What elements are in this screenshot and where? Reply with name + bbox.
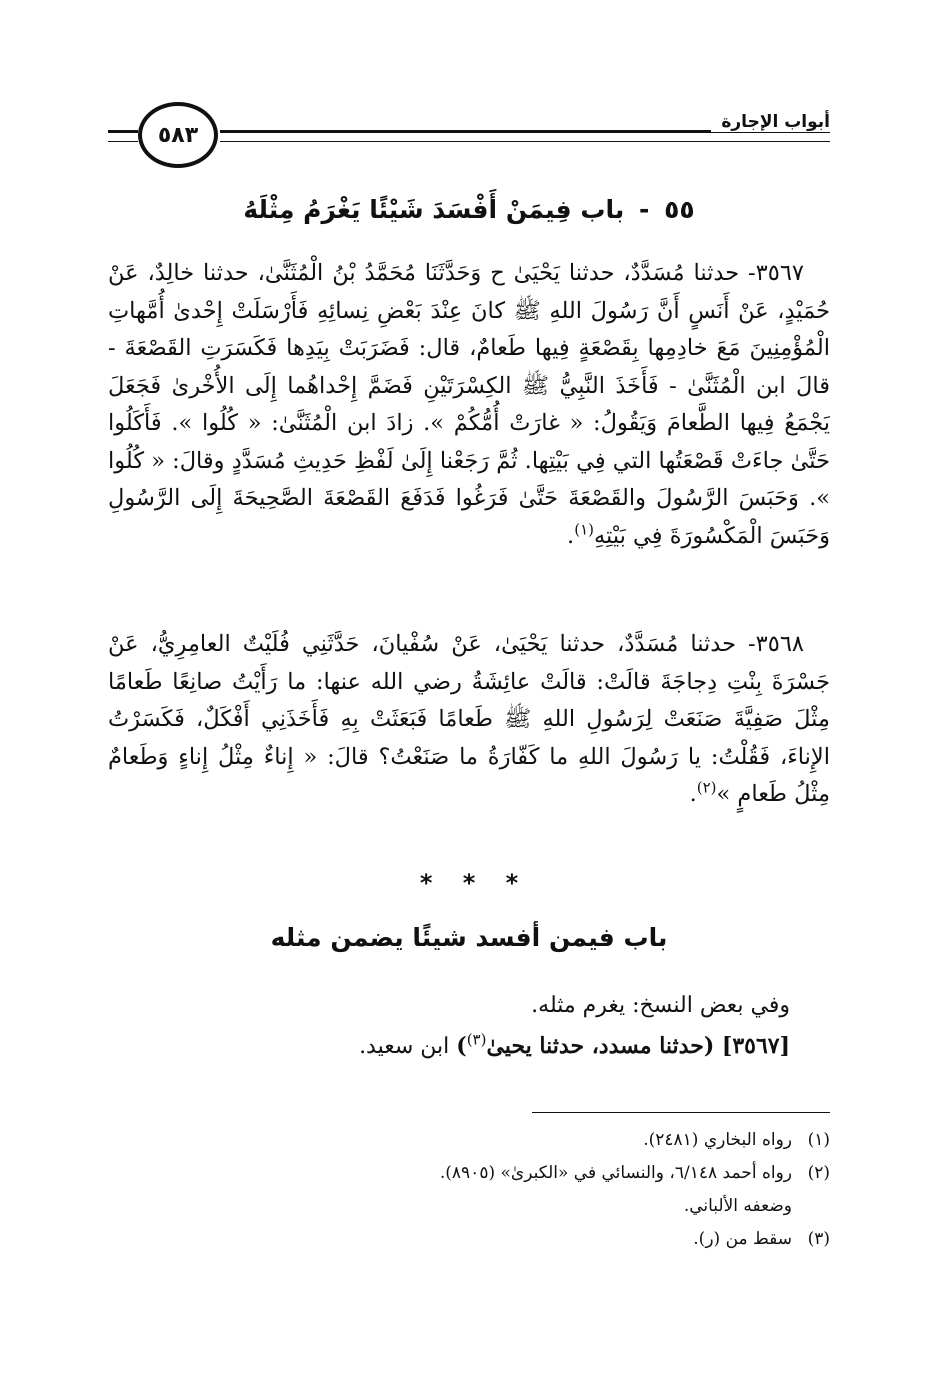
commentary-citation-close: )	[456, 1033, 467, 1059]
chapter-number: ٥٥	[664, 195, 695, 224]
chapter-dash: -	[638, 195, 650, 224]
footnote-1	[108, 1124, 830, 1157]
footnote-2	[108, 1157, 830, 1190]
commentary-citation: [٣٥٦٧] (حدثنا مسدد، حدثنا يحيىٰ	[486, 1033, 790, 1059]
footnote-divider	[532, 1112, 830, 1113]
hadith-3568	[108, 626, 830, 814]
hadith-3567-end: .	[567, 522, 575, 549]
commentary-heading: باب فيمن أفسد شيئًا يضمن مثله	[270, 923, 668, 952]
page-header	[108, 92, 830, 172]
footnote-3	[108, 1223, 830, 1256]
footnote-text: رواه أحمد ٦/١٤٨، والنسائي في «الكبرىٰ» (٨٩٠٥).	[439, 1163, 792, 1183]
footnote-number: (٣)	[807, 1229, 830, 1249]
hadith-3568-text: ٣٥٦٨- حدثنا مُسَدَّدٌ، حدثنا يَحْيَىٰ، عَنْ سُفْيانَ، حَدَّثَنِي فُلَيْتٌ العامِرِيُّ، عَنْ جَسْرَةَ بِنْتِ دِجاجَةَ قالَتْ: قالَتْ عائِشَةُ رضي الله عنها: ما رَأَيْتُ صانِعًا طَعامًا مِثْلَ صَفِيَّةَ صَنَعَتْ لِرَسُولِ اللهِ ﷺ طَعامًا فَبَعَثَتْ بِهِ فَأَخَذَنِي أَفْكَلٌ، فَكَسَرْتُ الإِناءَ، فَقُلْتُ: يا رَسُولَ اللهِ ما كَفّارَةُ ما صَنَعْتُ؟ قالَ: « إِناءٌ مِثْلُ إِناءٍ وَطَعامٌ مِثْلُ طَعامٍ »	[108, 631, 830, 807]
hadith-3567-paragraph	[108, 255, 830, 555]
hadith-3567	[108, 255, 830, 555]
footnote-ref-2: (٢)	[696, 778, 717, 797]
hadith-3568-paragraph	[108, 626, 830, 814]
footnote-ref-1: (١)	[574, 520, 594, 538]
footnote-text: رواه البخاري (٢٤٨١).	[643, 1130, 792, 1150]
footnotes	[108, 1124, 830, 1256]
chapter-title: باب فِيمَنْ أَفْسَدَ شَيْئًا يَغْرَمُ مِثْلَهُ	[243, 195, 625, 224]
header-rule-left	[108, 130, 138, 142]
commentary-line-2	[108, 1026, 830, 1067]
hadith-3567-text: ٣٥٦٧- حدثنا مُسَدَّدٌ، حدثنا يَحْيَىٰ ح وَحَدَّثَنَا مُحَمَّدُ بْنُ الْمُثَنَّىٰ، حدثنا خالِدٌ، عَنْ حُمَيْدٍ، عَنْ أَنَسٍ أَنَّ رَسُولَ اللهِ ﷺ كانَ عِنْدَ بَعْضِ نِسائِهِ فَأَرْسَلَتْ إِحْدىٰ أُمَّهاتِ الْمُؤْمِنِينَ مَعَ خادِمِها بِقَصْعَةٍ فِيها طَعامٌ، قال: فَضَرَبَتْ بِيَدِها فَكَسَرَتِ القَصْعَةَ - قالَ ابن الْمُثَنَّىٰ - فَأَخَذَ النَّبِيُّ ﷺ الكِسْرَتَيْنِ فَضَمَّ إِحْداهُما إِلَى الأُخْرىٰ فَجَعَلَ يَجْمَعُ فِيها الطَّعامَ وَيَقُولُ: « غارَتْ أُمُّكُمْ ». زادَ ابن الْمُثَنَّىٰ: « كُلُوا ». فَأَكَلُوا حَتَّىٰ جاءَتْ قَصْعَتُها التي فِي بَيْتِها. ثُمَّ رَجَعْنا إِلَىٰ لَفْظِ حَدِيثِ مُسَدَّدٍ وقالَ: « كُلُوا ». وَحَبَسَ الرَّسُولَ والقَصْعَةَ حَتَّىٰ فَرَغُوا فَدَفَعَ القَصْعَةَ الصَّحِيحَةَ إِلَى الرَّسُولِ وَحَبَسَ الْمَكْسُورَةَ فِي بَيْتِهِ	[108, 260, 830, 549]
footnote-number: (٢)	[807, 1163, 830, 1183]
hadith-3568-end: .	[689, 781, 697, 807]
page-number: ٥٨٣	[138, 102, 218, 168]
commentary-rest: ابن سعيد.	[359, 1034, 457, 1059]
chapter-heading	[108, 190, 830, 230]
footnote-2-continuation: وضعفه الألباني.	[683, 1196, 792, 1216]
footnote-ref-3: (٣)	[466, 1030, 487, 1049]
running-title: أبواب الإجارة	[711, 112, 830, 132]
commentary-body	[108, 986, 830, 1067]
commentary-line-1: وفي بعض النسخ: يغرم مثله.	[531, 993, 790, 1018]
footnote-text: سقط من (ر).	[693, 1229, 792, 1249]
section-separator: * * *	[419, 869, 519, 897]
footnote-number: (١)	[807, 1130, 830, 1150]
